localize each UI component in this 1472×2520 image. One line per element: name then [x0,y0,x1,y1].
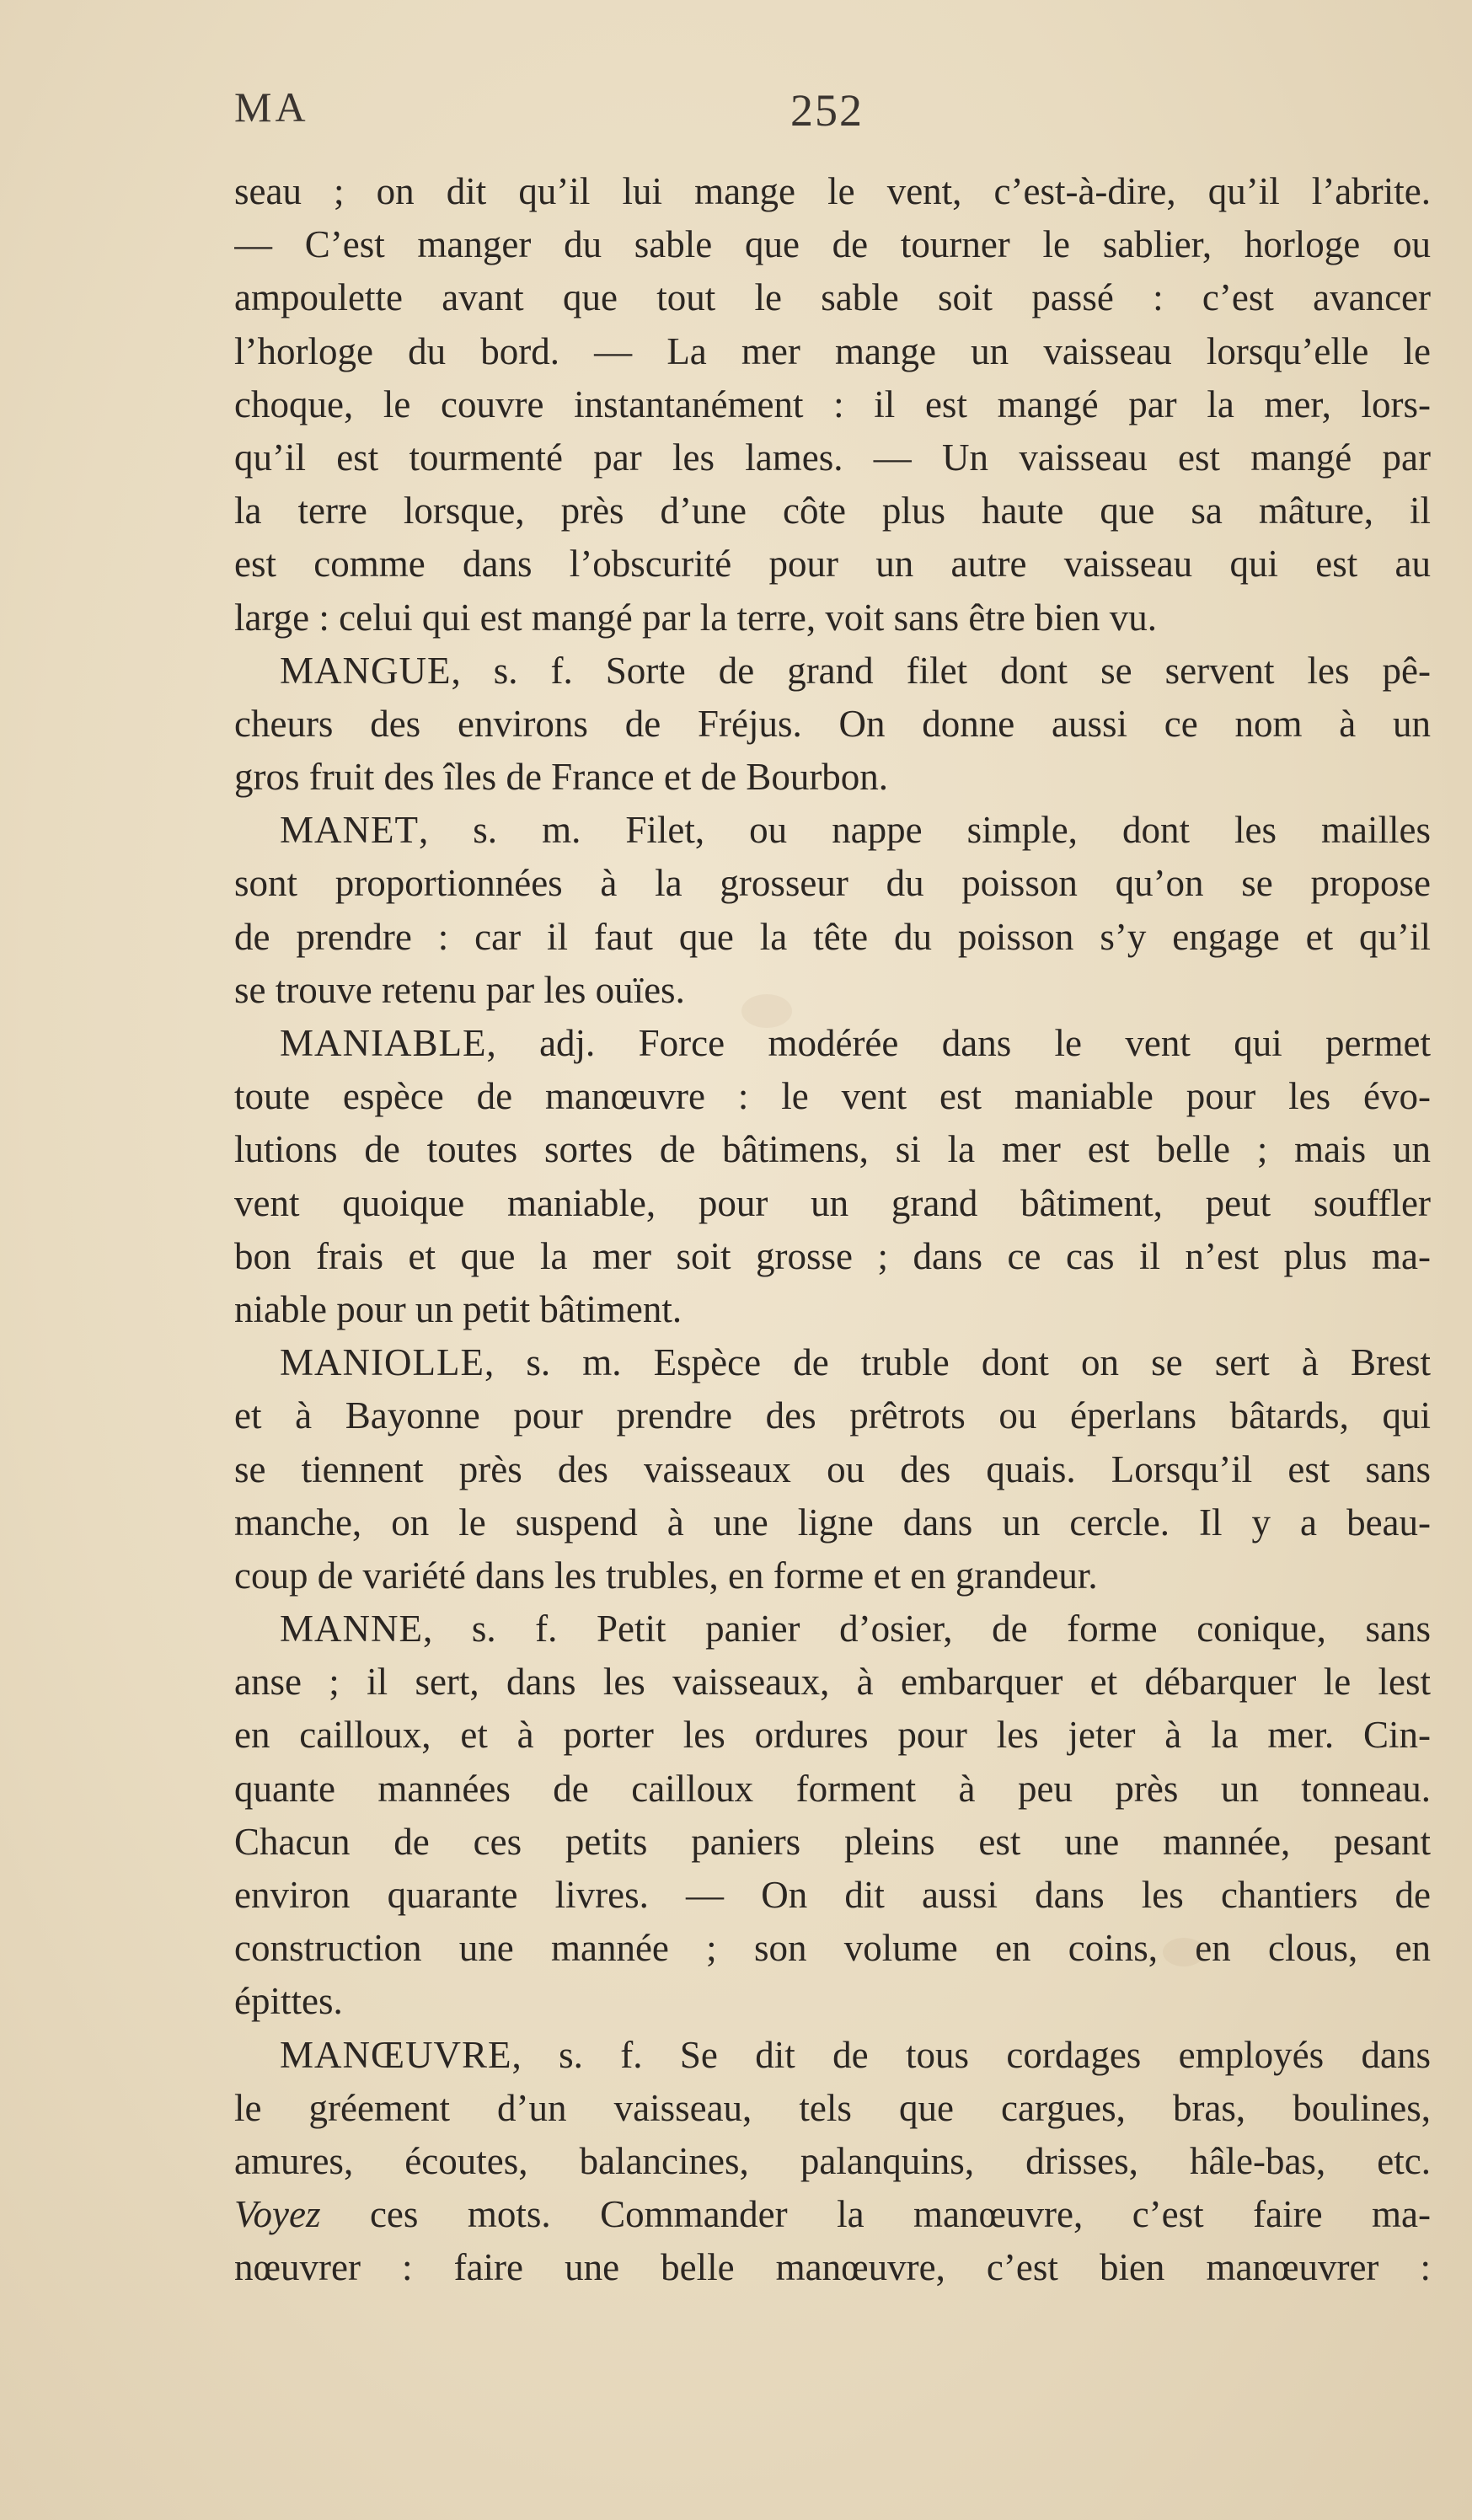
text-line [234,165,1431,218]
line-text: cheurs des environs de Fréjus. On donne aussi ce nom à un [234,702,1431,745]
line-text: toute espèce de manœuvre : le vent est maniable pour les évo- [234,1075,1431,1118]
running-head [234,83,1431,150]
text-line [234,751,1431,804]
page-number: 252 [790,85,864,136]
entry-first-line [234,2029,1431,2082]
headword: MANNE [280,1608,423,1651]
line-text: nœuvrer : faire une belle manœuvre, c’est bien manœuvrer : [234,2246,1431,2289]
line-text: large : celui qui est mangé par la terre, voit sans être bien vu. [234,596,1158,639]
text-line [234,2135,1431,2188]
headword: MANIABLE [280,1022,487,1064]
text-line [234,271,1431,324]
line-text: sont proportionnées à la grosseur du poisson qu’on se propose [234,862,1431,905]
text-line [234,218,1431,271]
text-line [234,1975,1431,2028]
text-line [234,591,1431,645]
text-line [234,1656,1431,1709]
line-text: de prendre : car il faut que la tête du poisson s’y engage et qu’il [234,915,1431,958]
cross-reference: Voyez [234,2193,321,2236]
line-text: qu’il est tourmenté par les lames. — Un vaisseau est mangé par [234,436,1431,479]
text-line [234,1763,1431,1816]
line-text: est comme dans l’obscurité pour un autre vaisseau qui est au [234,543,1431,586]
text-line [234,964,1431,1017]
text-line [234,1496,1431,1549]
line-text: ces mots. Commander la manœuvre, c’est faire ma- [320,2193,1431,2236]
line-text: , s. f. Se dit de tous cordages employés dans [511,2033,1431,2076]
line-text: , s. m. Filet, ou nappe simple, dont les mailles [418,809,1431,852]
entry-first-line [234,1602,1431,1656]
text-line [234,538,1431,591]
text-line [234,1443,1431,1496]
running-head-letters: MA [234,83,309,131]
line-text: seau ; on dit qu’il lui mange le vent, c’est-à-dire, qu’il l’abrite. [234,170,1431,212]
line-text: , adj. Force modérée dans le vent qui permet [486,1022,1431,1064]
line-text: , s. f. Petit panier d’osier, de forme conique, sans [423,1608,1431,1651]
text-line [234,698,1431,751]
line-text: l’horloge du bord. — La mer mange un vaisseau lorsqu’elle le [234,329,1431,372]
text-line [234,1070,1431,1123]
text-line [234,1816,1431,1869]
entry-first-line [234,804,1431,857]
text-line [234,1177,1431,1230]
headword: MANŒUVRE [280,2033,512,2076]
line-text: , s. m. Espèce de truble dont on se sert à Brest [484,1341,1431,1384]
line-text: Chacun de ces petits paniers pleins est une mannée, pesant [234,1820,1431,1863]
line-text: gros fruit des îles de France et de Bourbon. [234,756,889,799]
entry-first-line [234,1336,1431,1389]
line-text: manche, on le suspend à une ligne dans un cercle. Il y a beau- [234,1501,1431,1544]
line-text: et à Bayonne pour prendre des prêtrots ou éperlans bâtards, qui [234,1394,1431,1437]
line-text: le gréement d’un vaisseau, tels que cargues, bras, boulines, [234,2086,1431,2129]
text-line [234,1869,1431,1922]
line-text: choque, le couvre instantanément : il est mangé par la mer, lors- [234,383,1431,425]
entry-first-line [234,1017,1431,1070]
headword: MANGUE [280,649,452,692]
text-line [234,1709,1431,1762]
line-text: coup de variété dans les trubles, en forme et en grandeur. [234,1554,1098,1597]
line-text: bon frais et que la mer soit grosse ; dans ce cas il n’est plus ma- [234,1234,1431,1277]
body-text [234,165,1431,2295]
text-line [234,2241,1431,2294]
line-text: amures, écoutes, balancines, palanquins, drisses, hâle-bas, etc. [234,2139,1431,2182]
text-line [234,378,1431,431]
line-text: la terre lorsque, près d’une côte plus haute que sa mâture, il [234,490,1431,532]
line-text: épittes. [234,1980,343,2023]
line-text: anse ; il sert, dans les vaisseaux, à embarquer et débarquer le lest [234,1661,1431,1704]
text-line [234,857,1431,910]
text-line [234,1922,1431,1975]
line-text: environ quarante livres. — On dit aussi dans les chantiers de [234,1874,1431,1916]
text-line [234,484,1431,538]
line-text: quante mannées de cailloux forment à peu près un tonneau. [234,1767,1431,1810]
text-line [234,325,1431,378]
text-line [234,1389,1431,1442]
text-line [234,1283,1431,1336]
text-line [234,1123,1431,1176]
headword: MANIOLLE [280,1341,484,1384]
headword: MANET [280,809,419,852]
entry-first-line [234,645,1431,698]
line-text: lutions de toutes sortes de bâtimens, si la mer est belle ; mais un [234,1128,1431,1171]
line-text: ampoulette avant que tout le sable soit passé : c’est avancer [234,276,1431,319]
line-text: en cailloux, et à porter les ordures pour les jeter à la mer. Cin- [234,1714,1431,1757]
text-line [234,911,1431,964]
line-text: se trouve retenu par les ouïes. [234,968,685,1011]
text-line [234,2082,1431,2135]
line-text: — C’est manger du sable que de tourner le sablier, horloge ou [234,223,1431,266]
line-text: se tiennent près des vaisseaux ou des quais. Lorsqu’il est sans [234,1447,1431,1490]
text-line [234,1230,1431,1283]
text-line [234,2188,1431,2241]
line-text: , s. f. Sorte de grand filet dont se servent les pê- [451,649,1431,692]
text-line [234,431,1431,484]
line-text: construction une mannée ; son volume en coins, en clous, en [234,1927,1431,1970]
line-text: vent quoique maniable, pour un grand bâtiment, peut souffler [234,1181,1431,1224]
line-text: niable pour un petit bâtiment. [234,1287,682,1330]
text-line [234,1549,1431,1602]
